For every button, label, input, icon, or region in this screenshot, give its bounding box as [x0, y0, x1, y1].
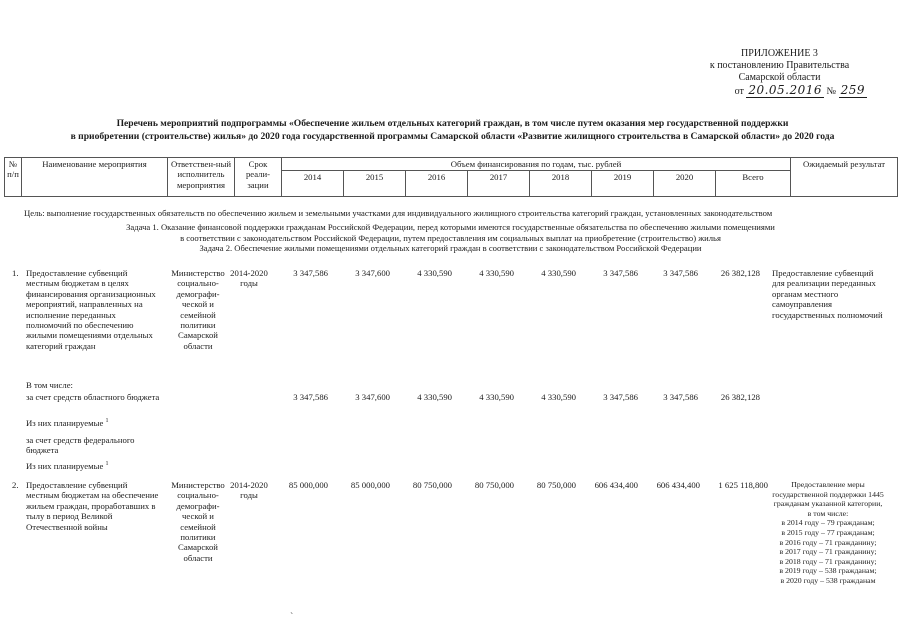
regional-2020: 3 347,586 [663, 392, 698, 402]
number-prefix: № [826, 86, 837, 97]
value-2016: 80 750,000 [412, 480, 452, 490]
appendix-label: ПРИЛОЖЕНИЕ 3 [741, 48, 818, 59]
header-year: 2017 [468, 171, 530, 197]
task1-line-1: Задача 1. Оказание финансовой поддержки гражданам Российской Федерации, перед которыми имеются государственные обязательства по обеспечению жилыми помещениями [126, 221, 775, 232]
regional-2017: 4 330,590 [479, 392, 514, 402]
value-2014: 3 347,586 [293, 268, 328, 278]
regional-total: 26 382,128 [720, 392, 760, 402]
expected-result [772, 480, 884, 586]
responsible-org: Министерство социально-демографи-ческой и семейной политики Самарской области [171, 268, 225, 351]
value-2014: 85 000,000 [288, 480, 328, 490]
regional-2019: 3 347,586 [603, 392, 638, 402]
result-line: Предоставление меры государственной поддержки 1445 гражданам указанной категории, в том числе: [772, 480, 884, 518]
planned-row-2 [26, 461, 166, 471]
value-2015: 3 347,600 [355, 268, 390, 278]
header-year: 2020 [654, 171, 716, 197]
appendix-resolution: к постановлению Правительства [709, 60, 850, 71]
federal-budget-label: за счет средств федерального бюджета [26, 435, 135, 456]
value-2019: 3 347,586 [603, 268, 638, 278]
value-2019: 606 434,400 [594, 480, 638, 490]
regional-2014: 3 347,586 [293, 392, 328, 402]
header-name: Наименование мероприятия [22, 158, 168, 197]
value-2020: 606 434,400 [656, 480, 700, 490]
header-funding: Объем финансирования по годам, тыс. рублей [282, 158, 791, 171]
task2-text: Задача 2. Обеспечение жилыми помещениями отдельных категорий граждан в соответствии с законодательством Российской Федерации [199, 243, 702, 254]
title-line-1: Перечень мероприятий подпрограммы «Обеспечение жильем отдельных категорий граждан, в том числе путем оказания мер государственной поддержки [116, 118, 789, 129]
value-2017: 80 750,000 [474, 480, 514, 490]
including-label: В том числе: [26, 380, 73, 390]
appendix-region: Самарской области [738, 72, 821, 83]
header-year: 2019 [592, 171, 654, 197]
activity-name: Предоставление субвенций местным бюджетам в целях финансирования организационных мероприятий, направленных на исполнение переданных полномочий по обеспечению жилыми помещениями отдельных категорий граждан [26, 268, 156, 351]
result-line: в 2020 году – 538 гражданам [780, 575, 876, 585]
activity-name: Предоставление субвенций местным бюджетам на обеспечение жильем граждан, проработавших в тылу в период Великой Отечественной войны [26, 480, 159, 532]
value-2015: 85 000,000 [350, 480, 390, 490]
header-year: 2018 [530, 171, 592, 197]
result-line: в 2018 году – 71 гражданину; [779, 556, 877, 566]
header-year: 2014 [282, 171, 344, 197]
value-total: 26 382,128 [720, 268, 760, 278]
value-2017: 4 330,590 [479, 268, 514, 278]
header-year: 2015 [344, 171, 406, 197]
value-2018: 80 750,000 [536, 480, 576, 490]
task1-line-2: в соответствии с законодательством Российской Федерации, путем предоставления им социальных выплат на приобретение (строительство) жилья [180, 232, 721, 243]
result-line: в 2014 году – 79 гражданам; [781, 518, 875, 528]
handwritten-date: 20.05.2016 [748, 83, 823, 97]
row-num: 1. [12, 268, 19, 278]
goals-section [4, 208, 897, 254]
value-2016: 4 330,590 [417, 268, 452, 278]
date-prefix: от [734, 86, 744, 97]
header-year: 2016 [406, 171, 468, 197]
result-line: в 2016 году – 71 гражданину; [779, 537, 877, 547]
header-result: Ожидаемый результат [791, 158, 898, 197]
appendix-header [692, 48, 867, 98]
footnote-mark: 1 [105, 418, 109, 425]
header-term: Срок реали-зации [235, 158, 282, 197]
header-num: № п/п [5, 158, 22, 197]
header-total: Всего [716, 171, 791, 197]
goal-text: Цель: выполнение государственных обязательств по обеспечению жильем и земельными участками для индивидуального жилищного строительства категорий граждан, установленных законодательством [24, 208, 773, 218]
value-total: 1 625 118,800 [718, 480, 768, 490]
funding-table-header [4, 157, 898, 197]
planned-row-1 [26, 418, 166, 428]
result-line: в 2015 году – 77 гражданам; [781, 527, 875, 537]
regional-2015: 3 347,600 [355, 392, 390, 402]
regional-2016: 4 330,590 [417, 392, 452, 402]
responsible-org: Министерство социально-демографи-ческой и семейной политики Самарской области [171, 480, 225, 563]
term: 2014-2020 годы [230, 480, 268, 501]
row-num: 2. [12, 480, 19, 490]
handwritten-number: 259 [840, 83, 865, 97]
scan-mark: ˋ [290, 612, 294, 623]
footnote-mark: 1 [105, 461, 109, 468]
term: 2014-2020 годы [230, 268, 268, 289]
value-2020: 3 347,586 [663, 268, 698, 278]
planned-label: Из них планируемые [26, 461, 104, 471]
result-line: в 2019 году – 538 гражданам; [779, 566, 877, 576]
regional-2018: 4 330,590 [541, 392, 576, 402]
expected-result: Предоставление субвенций для реализации переданных органам местного самоуправления государственных полномочий [772, 268, 883, 320]
result-line: в 2017 году – 71 гражданину; [779, 547, 877, 557]
header-responsible: Ответствен-ный исполнитель мероприятия [168, 158, 235, 197]
planned-label: Из них планируемые [26, 418, 104, 428]
document-title [30, 117, 875, 143]
title-line-2: в приобретении (строительстве) жилья» до 2020 года государственной программы Самарской области «Развитие жилищного строительства в Самарской области» до 2020 года [70, 131, 835, 142]
regional-budget-label: за счет средств областного бюджета [26, 392, 160, 402]
appendix-date-row [692, 84, 867, 98]
value-2018: 4 330,590 [541, 268, 576, 278]
